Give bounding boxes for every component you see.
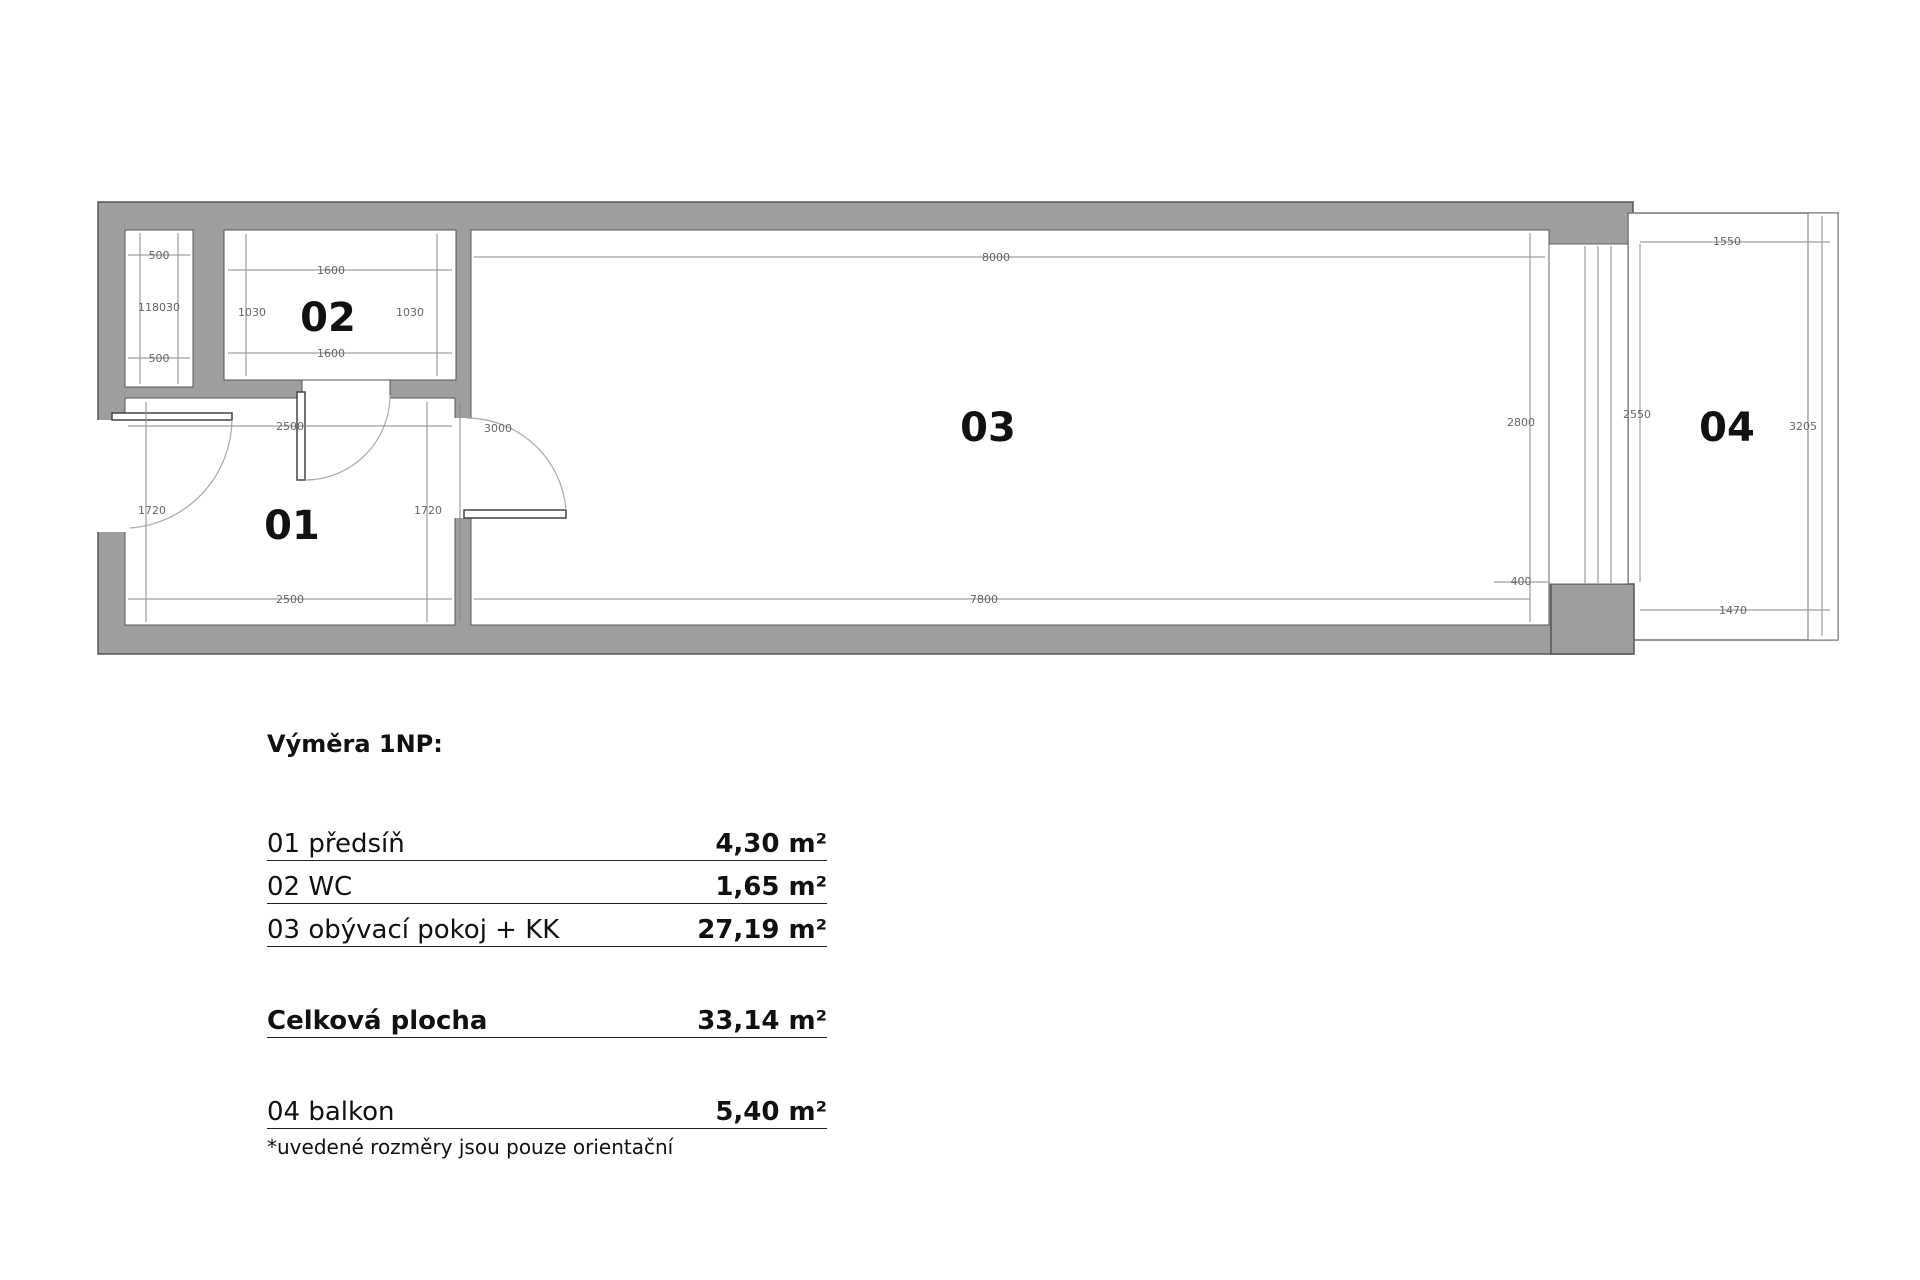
area-row-value: 1,65 m² xyxy=(715,872,827,902)
wc-door-leaf xyxy=(297,392,305,480)
entrance-door-leaf xyxy=(112,413,232,420)
area-title: Výměra 1NP: xyxy=(267,730,443,758)
door-opening-01-03 xyxy=(452,418,474,518)
room-label-01: 01 xyxy=(264,503,320,549)
dim-shaft-height: 118030 xyxy=(138,301,180,314)
area-row-03 xyxy=(267,904,827,947)
area-row-name: 03 obývací pokoj + KK xyxy=(267,915,560,945)
dim-shaft-width-top: 500 xyxy=(148,249,170,262)
balcony-door-opening xyxy=(1549,244,1628,584)
entrance-opening xyxy=(96,420,127,532)
room-label-03: 03 xyxy=(960,405,1016,451)
room-label-04: 04 xyxy=(1699,405,1755,451)
dim-door-height: 3000 xyxy=(484,422,512,435)
area-row-01 xyxy=(267,818,827,861)
area-summary xyxy=(267,730,827,1159)
dim-hall-width-top: 2500 xyxy=(276,420,304,433)
area-row-02 xyxy=(267,861,827,904)
dim-balcony-height: 3205 xyxy=(1789,420,1817,433)
dim-wc-height-right: 1030 xyxy=(396,306,424,319)
area-row-value: 4,30 m² xyxy=(715,829,827,859)
area-balcony-row xyxy=(267,1086,827,1129)
area-row-value: 27,19 m² xyxy=(697,915,827,945)
dim-shaft-width-bottom: 500 xyxy=(148,352,170,365)
area-balcony-value: 5,40 m² xyxy=(715,1097,827,1127)
dim-hall-width-bottom: 2500 xyxy=(276,593,304,606)
dim-hall-height-right: 1720 xyxy=(414,504,442,517)
dim-living-width-top: 8000 xyxy=(982,251,1010,264)
dim-wc-width-bottom: 1600 xyxy=(317,347,345,360)
area-row-name: 01 předsíň xyxy=(267,829,405,859)
dim-balcony-depth-inner: 2550 xyxy=(1623,408,1651,421)
dim-balcony-width-bottom: 1470 xyxy=(1719,604,1747,617)
area-note: *uvedené rozměry jsou pouze orientační xyxy=(267,1135,674,1159)
area-balcony-name: 04 balkon xyxy=(267,1097,395,1127)
dim-wc-height-left: 1030 xyxy=(238,306,266,319)
living-door-leaf xyxy=(464,510,566,518)
dim-balcony-width-top: 1550 xyxy=(1713,235,1741,248)
dim-living-width-bottom: 7800 xyxy=(970,593,998,606)
dim-hall-height-left: 1720 xyxy=(138,504,166,517)
dim-living-height: 2800 xyxy=(1507,416,1535,429)
area-total-name: Celková plocha xyxy=(267,1006,488,1036)
area-total-value: 33,14 m² xyxy=(697,1006,827,1036)
dim-wc-width-top: 1600 xyxy=(317,264,345,277)
dim-window-depth: 400 xyxy=(1510,575,1532,588)
area-row-name: 02 WC xyxy=(267,872,353,902)
area-total-row xyxy=(267,995,827,1038)
room-label-02: 02 xyxy=(300,295,356,341)
right-end-wall xyxy=(1551,584,1634,654)
